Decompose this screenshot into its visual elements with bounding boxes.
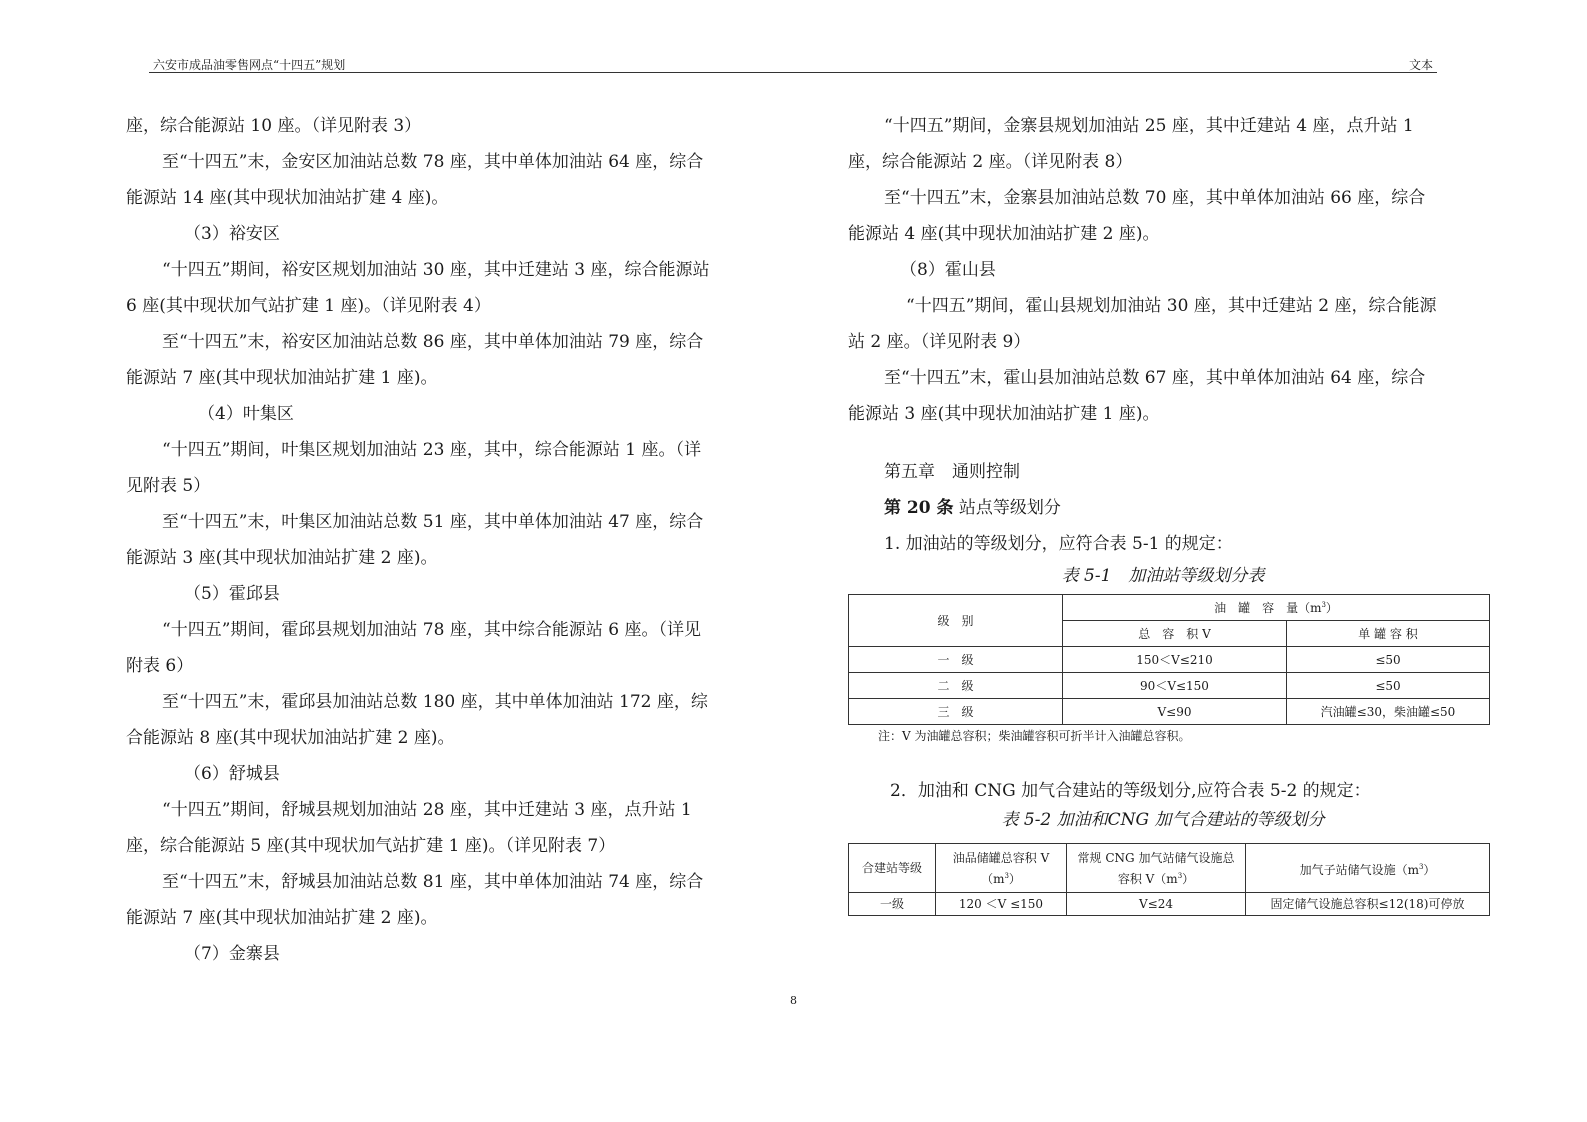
section-heading: （5）霍邱县 [184,584,280,604]
article-title: 站点等级划分 [953,498,1061,518]
article-heading [848,490,1478,526]
body-line: 座，综合能源站 5 座(其中现状加气站扩建 1 座)。（详见附表 7） [126,836,616,856]
body-line: 能源站 4 座(其中现状加油站扩建 2 座)。 [848,224,1160,244]
section-heading: （8）霍山县 [900,260,996,280]
table-row [849,647,1490,673]
body-line: 至“十四五”末，霍山县加油站总数 67 座，其中单体加油站 64 座，综合 [884,368,1426,388]
header-cell: 加气子站储气设施$(m^3)$ [1246,844,1490,893]
left-column [126,108,756,972]
table-row [849,699,1490,725]
body-line: “十四五”期间，裕安区规划加油站 30 座，其中迁建站 3 座，综合能源站 [162,260,710,280]
header-cell-label: 油品储罐总容积 V [952,850,1050,865]
table-cell: 二 级 [849,673,1063,699]
page-number: 8 [790,994,797,1007]
header-cell-label: 加气子站储气设施（m [1299,862,1419,877]
page-header [149,56,1437,73]
body-line: “十四五”期间，舒城县规划加油站 28 座，其中迁建站 3 座，点升站 1 [162,800,692,820]
body-line: 见附表 5） [126,476,211,496]
grade-table [848,594,1490,725]
header-cell: 总 容 积 V [1063,621,1287,647]
body-line: 至“十四五”末，霍邱县加油站总数 180 座，其中单体加油站 172 座，综 [162,692,708,712]
body-line: 站 2 座。（详见附表 9） [848,332,1031,352]
table-row [849,673,1490,699]
body-line: 座，综合能源站 2 座。（详见附表 8） [848,152,1133,172]
table-cell: 一级 [849,893,936,916]
header-cell-unit: （m [981,871,1005,886]
body-line: “十四五”期间，霍山县规划加油站 30 座，其中迁建站 2 座，综合能源 [906,296,1437,316]
body-line: 能源站 3 座(其中现状加油站扩建 2 座)。 [126,548,438,568]
table-cell: 90＜V≤150 [1063,673,1287,699]
header-title: 六安市成品油零售网点“十四五”规划 [153,58,346,72]
header-cell-unit: 容积 V（m [1117,871,1178,886]
table-cell: ≤50 [1287,673,1490,699]
section-heading: （7）金寨县 [184,944,280,964]
table-cell: 三 级 [849,699,1063,725]
table-cell: 汽油罐≤30，柴油罐≤50 [1287,699,1490,725]
table-cell: 150＜V≤210 [1063,647,1287,673]
body-line: 至“十四五”末，金寨县加油站总数 70 座，其中单体加油站 66 座，综合 [884,188,1426,208]
section-heading: （3）裕安区 [184,224,280,244]
table-cell: 一 级 [849,647,1063,673]
body-line: “十四五”期间，霍邱县规划加油站 78 座，其中综合能源站 6 座。（详见 [162,620,701,640]
header-cell: 单 罐 容 积 [1287,621,1490,647]
body-line: “十四五”期间，金寨县规划加油站 25 座，其中迁建站 4 座，点升站 1 [884,116,1414,136]
table-cell: 120 ＜V ≤150 [936,893,1067,916]
body-line: 附表 6） [126,656,194,676]
body-line: 6 座(其中现状加气站扩建 1 座)。（详见附表 4） [126,296,491,316]
header-cell: 油 罐 容 量$(m^3)$ [1063,595,1490,621]
header-cell: 常规 CNG 加气站储气设施总 容积 $V(m^3)$ [1067,844,1246,893]
article-number: 第 20 条 [884,498,954,518]
section-heading: （4）叶集区 [198,404,294,424]
body-line: 能源站 14 座(其中现状加油站扩建 4 座)。 [126,188,449,208]
chapter-heading: 第五章 通则控制 [884,462,1020,482]
table-row [849,893,1490,916]
item-text: 1. 加油站的等级划分，应符合表 5-1 的规定： [884,534,1233,554]
table-note: 注：V 为油罐总容积；柴油罐容积可折半计入油罐总容积。 [878,729,1191,743]
header-cell: 油品储罐总容积 V $(m^3)$ [936,844,1067,893]
table-cell: V≤24 [1067,893,1246,916]
body-line: 能源站 7 座(其中现状加油站扩建 1 座)。 [126,368,438,388]
table-caption: 表 5-1 加油站等级划分表 [1061,566,1265,586]
body-line: 能源站 7 座(其中现状加油站扩建 2 座)。 [126,908,438,928]
body-line: 至“十四五”末，舒城县加油站总数 81 座，其中单体加油站 74 座，综合 [162,872,704,892]
body-line: 座，综合能源站 10 座。（详见附表 3） [126,116,422,136]
header-right-label: 文本 [1408,58,1433,72]
body-line: 至“十四五”末，金安区加油站总数 78 座，其中单体加油站 64 座，综合 [162,152,704,172]
header-cell: 合建站等级 [849,844,936,893]
right-column [848,108,1478,916]
item-text: 2．加油和 CNG 加气合建站的等级划分,应符合表 5-2 的规定： [890,781,1371,801]
header-cell-label: 常规 CNG 加气站储气设施总 [1077,850,1235,865]
table-caption: 表 5-2 加油和CNG 加气合建站的等级划分 [1001,810,1325,830]
header-cell-label: 油 罐 容 量（m [1214,601,1322,615]
body-line: 能源站 3 座(其中现状加油站扩建 1 座)。 [848,404,1160,424]
header-cell: 级 别 [849,595,1063,647]
body-line: 至“十四五”末，裕安区加油站总数 86 座，其中单体加油站 79 座，综合 [162,332,704,352]
body-line: “十四五”期间，叶集区规划加油站 23 座，其中，综合能源站 1 座。（详 [162,440,701,460]
body-line: 至“十四五”末，叶集区加油站总数 51 座，其中单体加油站 47 座，综合 [162,512,704,532]
combined-station-table [848,843,1490,916]
body-line: 合能源站 8 座(其中现状加油站扩建 2 座)。 [126,728,455,748]
table-cell: 固定储气设施总容积≤12(18)可停放 [1246,893,1490,916]
table-cell: ≤50 [1287,647,1490,673]
section-heading: （6）舒城县 [184,764,280,784]
table-cell: V≤90 [1063,699,1287,725]
